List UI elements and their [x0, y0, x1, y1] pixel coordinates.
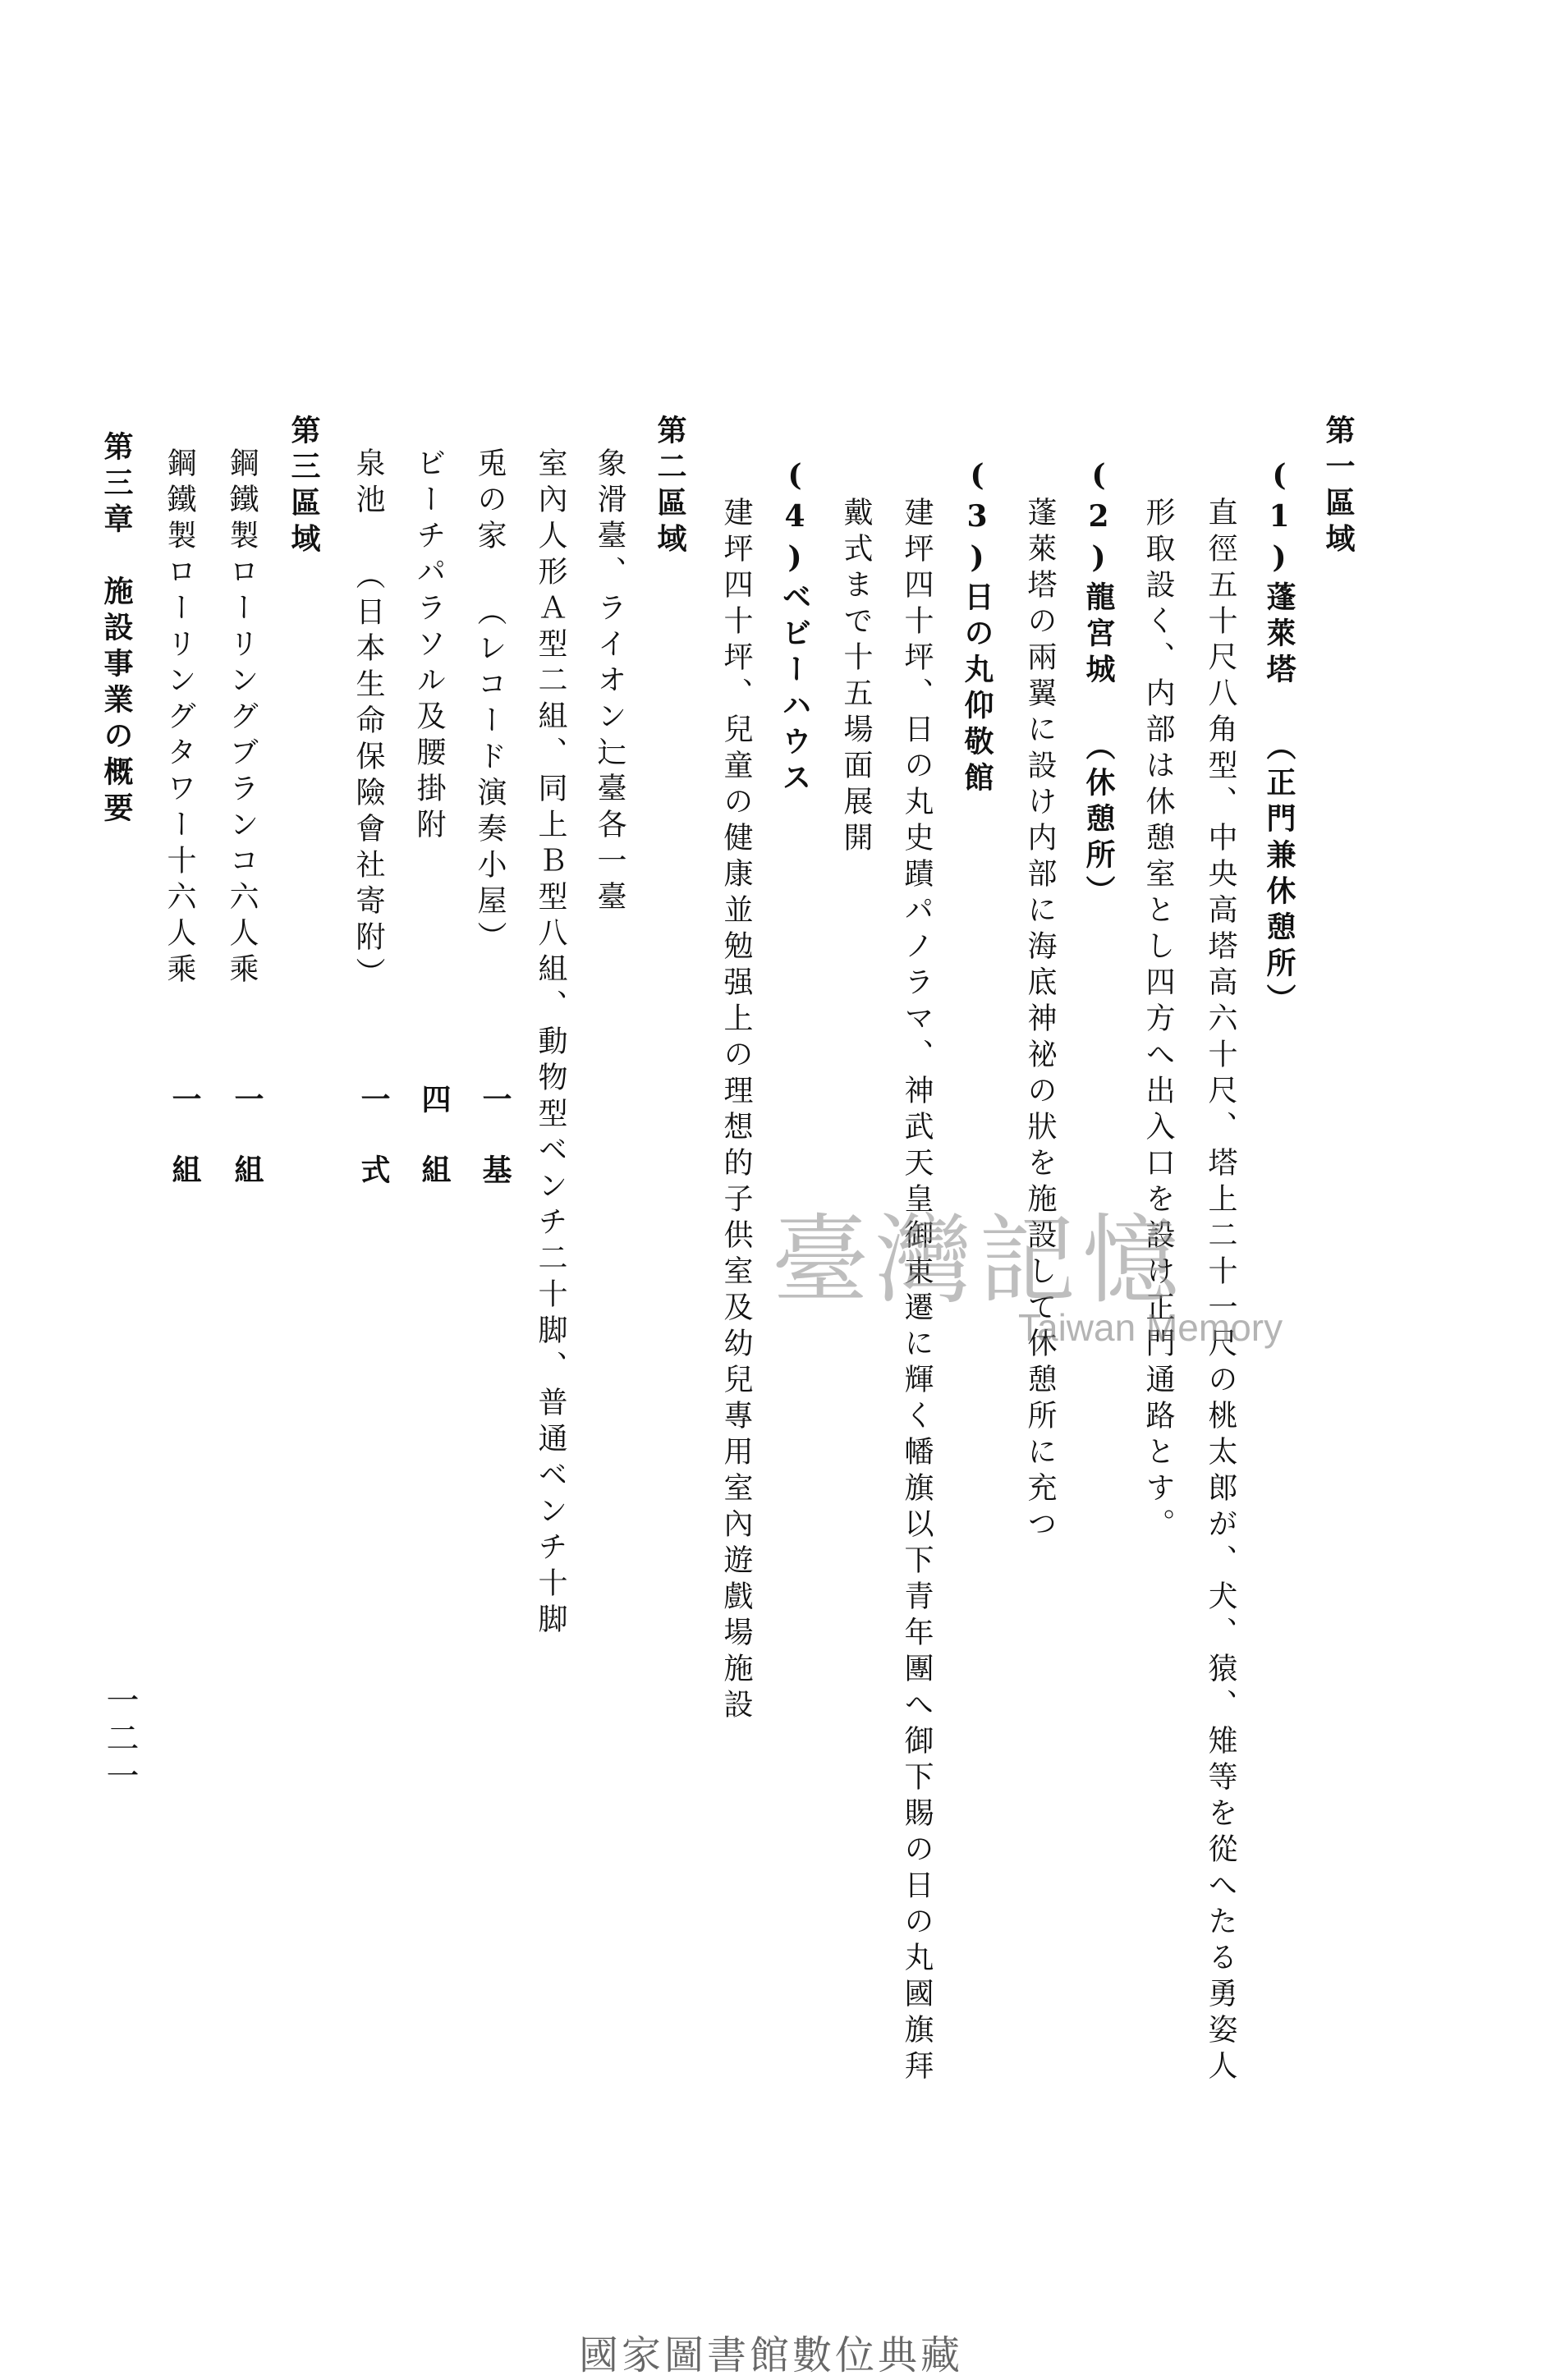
body-text-line: 蓬萊塔の兩翼に設け内部に海底神祕の狀を施設して休憩所に充つ [1023, 497, 1057, 1544]
facility-line: 象滑臺、ライオン辷臺各一臺 [593, 447, 626, 917]
facility-line: 泉池 （日本生命保險會社寄附） [351, 447, 385, 993]
body-text-line: 直徑五十尺八角型、中央高塔高六十尺、塔上二十一尺の桃太郎が、犬、猿、雉等を從へたる勇姿人 [1204, 497, 1237, 2086]
quantity-label: 一組 [168, 1084, 202, 1225]
running-header: 第三章 施設事業の概要 [99, 431, 134, 828]
body-text-line: 形取設く、内部は休憩室とし四方へ出入口を設け正門通路とす。 [1141, 497, 1175, 1544]
page-number: 一二一 [101, 1683, 139, 1796]
section-heading-2: 第二區域 [653, 415, 687, 559]
item-heading-horai-tower: (1)蓬萊塔 （正門兼休憩所） [1262, 458, 1296, 1020]
section-heading-1: 第一區域 [1321, 415, 1356, 559]
watermark [772, 1182, 1283, 1371]
watermark-english: Taiwan Memory [1018, 1306, 1283, 1349]
facility-line: ビーチパラソル及腰掛附 [412, 447, 446, 845]
facility-line: 室內人形Ａ型二組、同上Ｂ型八組、動物型ベンチ二十脚、普通ベンチ十脚 [534, 447, 567, 1639]
facility-line: 鋼鐵製ローリングブランコ六人乘 [225, 447, 259, 989]
footer-archive-label: 國家圖書館數位典藏 [578, 2332, 963, 2378]
watermark-chinese: 臺灣記憶 [772, 1204, 1186, 1317]
body-text-line: 戴式まで十五場面展開 [839, 497, 873, 858]
facility-line: 兎の家 （レコード演奏小屋） [473, 447, 507, 957]
body-text-line: 建坪四十坪、兒童の健康並勉强上の理想的子供室及幼兒專用室內遊戲場施設 [719, 497, 753, 1725]
item-heading-baby-house: (4)ベビーハウス [778, 458, 812, 798]
quantity-label: 四組 [417, 1084, 452, 1225]
body-text-line: 建坪四十坪、日の丸史蹟パノラマ、神武天皇御東遷に輝く幡旗以下青年團へ御下賜の日の丸國旗拜 [900, 497, 934, 2086]
quantity-label: 一式 [356, 1084, 391, 1225]
quantity-label: 一基 [478, 1084, 512, 1225]
item-heading-hinomaru-hall: (3)日の丸仰敬館 [960, 458, 994, 798]
quantity-label: 一組 [230, 1084, 264, 1225]
facility-line: 鋼鐵製ローリングタワー十六人乘 [163, 447, 196, 989]
section-heading-3: 第三區域 [287, 415, 321, 559]
item-heading-ryugu-castle: (2)龍宮城 （休憩所） [1081, 458, 1116, 911]
